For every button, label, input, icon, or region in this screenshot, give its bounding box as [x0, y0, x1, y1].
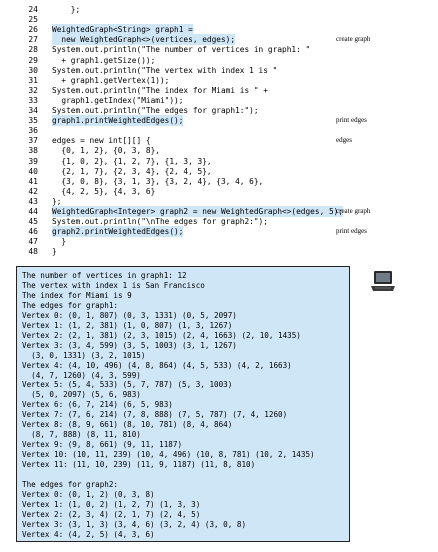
program-output	[16, 266, 350, 542]
line-number: 26	[28, 25, 38, 35]
highlighted-code: WeightedGraph<Integer> graph2 = new WeightedGraph<>(edges, 5);	[52, 207, 344, 216]
output-line: Vertex 4: (4, 2, 5) (4, 3, 6)	[22, 529, 155, 539]
margin-note: create graph	[336, 35, 371, 44]
output-line: Vertex 1: (1, 2, 381) (1, 0, 807) (1, 3, 1267)	[22, 320, 233, 330]
output-line: Vertex 3: (3, 4, 599) (3, 5, 1003) (3, 1, 1267)	[22, 340, 237, 350]
line-number: 41	[28, 176, 38, 186]
output-line: The edges for graph2:	[22, 479, 119, 489]
code-text: System.out.println("The number of vertices in graph1: "	[52, 45, 311, 55]
margin-note: print edges	[336, 227, 367, 236]
output-line: (5, 0, 2097) (5, 6, 983)	[22, 390, 141, 400]
code-text: {4, 2, 5}, {4, 3, 6}	[52, 186, 156, 196]
output-line: The index for Miami is 9	[22, 290, 132, 300]
output-line: (3, 0, 1331) (3, 2, 1015)	[22, 350, 146, 360]
laptop-icon	[370, 270, 396, 292]
line-number: 28	[28, 45, 38, 55]
code-text: + graph1.getSize());	[52, 55, 156, 65]
output-line: Vertex 0: (0, 1, 2) (0, 3, 8)	[22, 489, 155, 499]
output-line: Vertex 3: (3, 1, 3) (3, 4, 6) (3, 2, 4) (3, 0, 8)	[22, 519, 247, 529]
output-line: Vertex 9: (9, 8, 661) (9, 11, 1187)	[22, 440, 183, 450]
code-text: {3, 0, 8}, {3, 1, 3}, {3, 2, 4}, {3, 4, 6},	[52, 176, 264, 186]
line-number: 45	[28, 217, 38, 227]
code-text: {2, 1, 7}, {2, 3, 4}, {2, 4, 5},	[52, 166, 212, 176]
output-line: Vertex 0: (0, 1, 807) (0, 3, 1331) (0, 5, 2097)	[22, 310, 237, 320]
output-line: Vertex 11: (11, 10, 239) (11, 9, 1187) (11, 8, 810)	[22, 460, 256, 470]
output-line: (4, 7, 1260) (4, 3, 599)	[22, 370, 141, 380]
line-number: 29	[28, 55, 38, 65]
line-number: 32	[28, 85, 38, 95]
code-listing	[4, 4, 434, 256]
code-text: }	[52, 237, 67, 247]
line-number: 47	[28, 237, 38, 247]
line-number: 39	[28, 156, 38, 166]
code-text: edges = new int[][] {	[52, 136, 151, 146]
line-number: 33	[28, 95, 38, 105]
highlighted-code: new WeightedGraph<>(vertices, edges);	[52, 35, 236, 45]
output-line: The edges for graph1:	[22, 300, 119, 310]
line-number: 43	[28, 196, 38, 206]
code-text: };	[52, 5, 81, 14]
code-text: }	[52, 247, 57, 257]
code-text: System.out.println("The vertex with index 1 is "	[52, 65, 278, 75]
line-number: 31	[28, 75, 38, 85]
line-number: 38	[28, 146, 38, 156]
highlighted-code: graph1.printWeightedEdges();	[52, 116, 184, 126]
line-number: 36	[28, 126, 38, 136]
margin-note: edges	[336, 136, 352, 145]
highlighted-code: graph2.printWeightedEdges();	[52, 227, 184, 237]
code-text: {1, 0, 2}, {1, 2, 7}, {1, 3, 3},	[52, 156, 212, 166]
line-number: 42	[28, 186, 38, 196]
code-text: System.out.println("The edges for graph1:");	[52, 106, 259, 115]
highlighted-code: WeightedGraph<String> graph1 =	[52, 25, 193, 35]
output-line: Vertex 6: (6, 7, 214) (6, 5, 983)	[22, 400, 173, 410]
line-number: 46	[28, 227, 38, 237]
line-number: 30	[28, 65, 38, 75]
code-text: System.out.println("\nThe edges for graph2:");	[52, 217, 268, 227]
margin-note: create graph	[336, 207, 371, 215]
output-line: Vertex 2: (2, 3, 4) (2, 1, 7) (2, 4, 5)	[22, 509, 201, 519]
output-line: (8, 7, 888) (8, 11, 810)	[22, 430, 141, 440]
output-line: Vertex 8: (8, 9, 661) (8, 10, 781) (8, 4, 864)	[22, 420, 233, 430]
output-line: Vertex 10: (10, 11, 239) (10, 4, 496) (10, 8, 781) (10, 2, 1435)	[22, 450, 315, 460]
line-number: 40	[28, 166, 38, 176]
code-text: {0, 1, 2}, {0, 3, 8},	[52, 146, 160, 156]
output-line: Vertex 2: (2, 1, 381) (2, 3, 1015) (2, 4, 1663) (2, 10, 1435)	[22, 330, 301, 340]
code-text: System.out.println("The index for Miami is " +	[52, 85, 268, 95]
output-line: Vertex 4: (4, 10, 496) (4, 8, 864) (4, 5, 533) (4, 2, 1663)	[22, 360, 292, 370]
line-number: 35	[28, 116, 38, 126]
output-line: Vertex 7: (7, 6, 214) (7, 8, 888) (7, 5, 787) (7, 4, 1260)	[22, 410, 288, 420]
margin-note: print edges	[336, 116, 367, 125]
line-number: 24	[28, 5, 38, 14]
line-number: 25	[28, 15, 38, 25]
code-text: + graph1.getVertex(1));	[52, 75, 170, 85]
output-line: Vertex 5: (5, 4, 533) (5, 7, 787) (5, 3, 1003)	[22, 380, 233, 390]
output-line: Vertex 1: (1, 0, 2) (1, 2, 7) (1, 3, 3)	[22, 499, 201, 509]
line-number: 37	[28, 136, 38, 146]
line-number: 34	[28, 106, 38, 115]
line-number: 27	[28, 35, 38, 45]
code-line	[4, 246, 434, 257]
output-line: The number of vertices in graph1: 12	[22, 271, 187, 280]
code-text: };	[52, 196, 62, 206]
output-line: The vertex with index 1 is San Francisco	[22, 280, 205, 290]
line-number: 48	[28, 247, 38, 257]
line-number: 44	[28, 207, 38, 216]
code-text: graph1.getIndex("Miami"));	[52, 95, 184, 105]
